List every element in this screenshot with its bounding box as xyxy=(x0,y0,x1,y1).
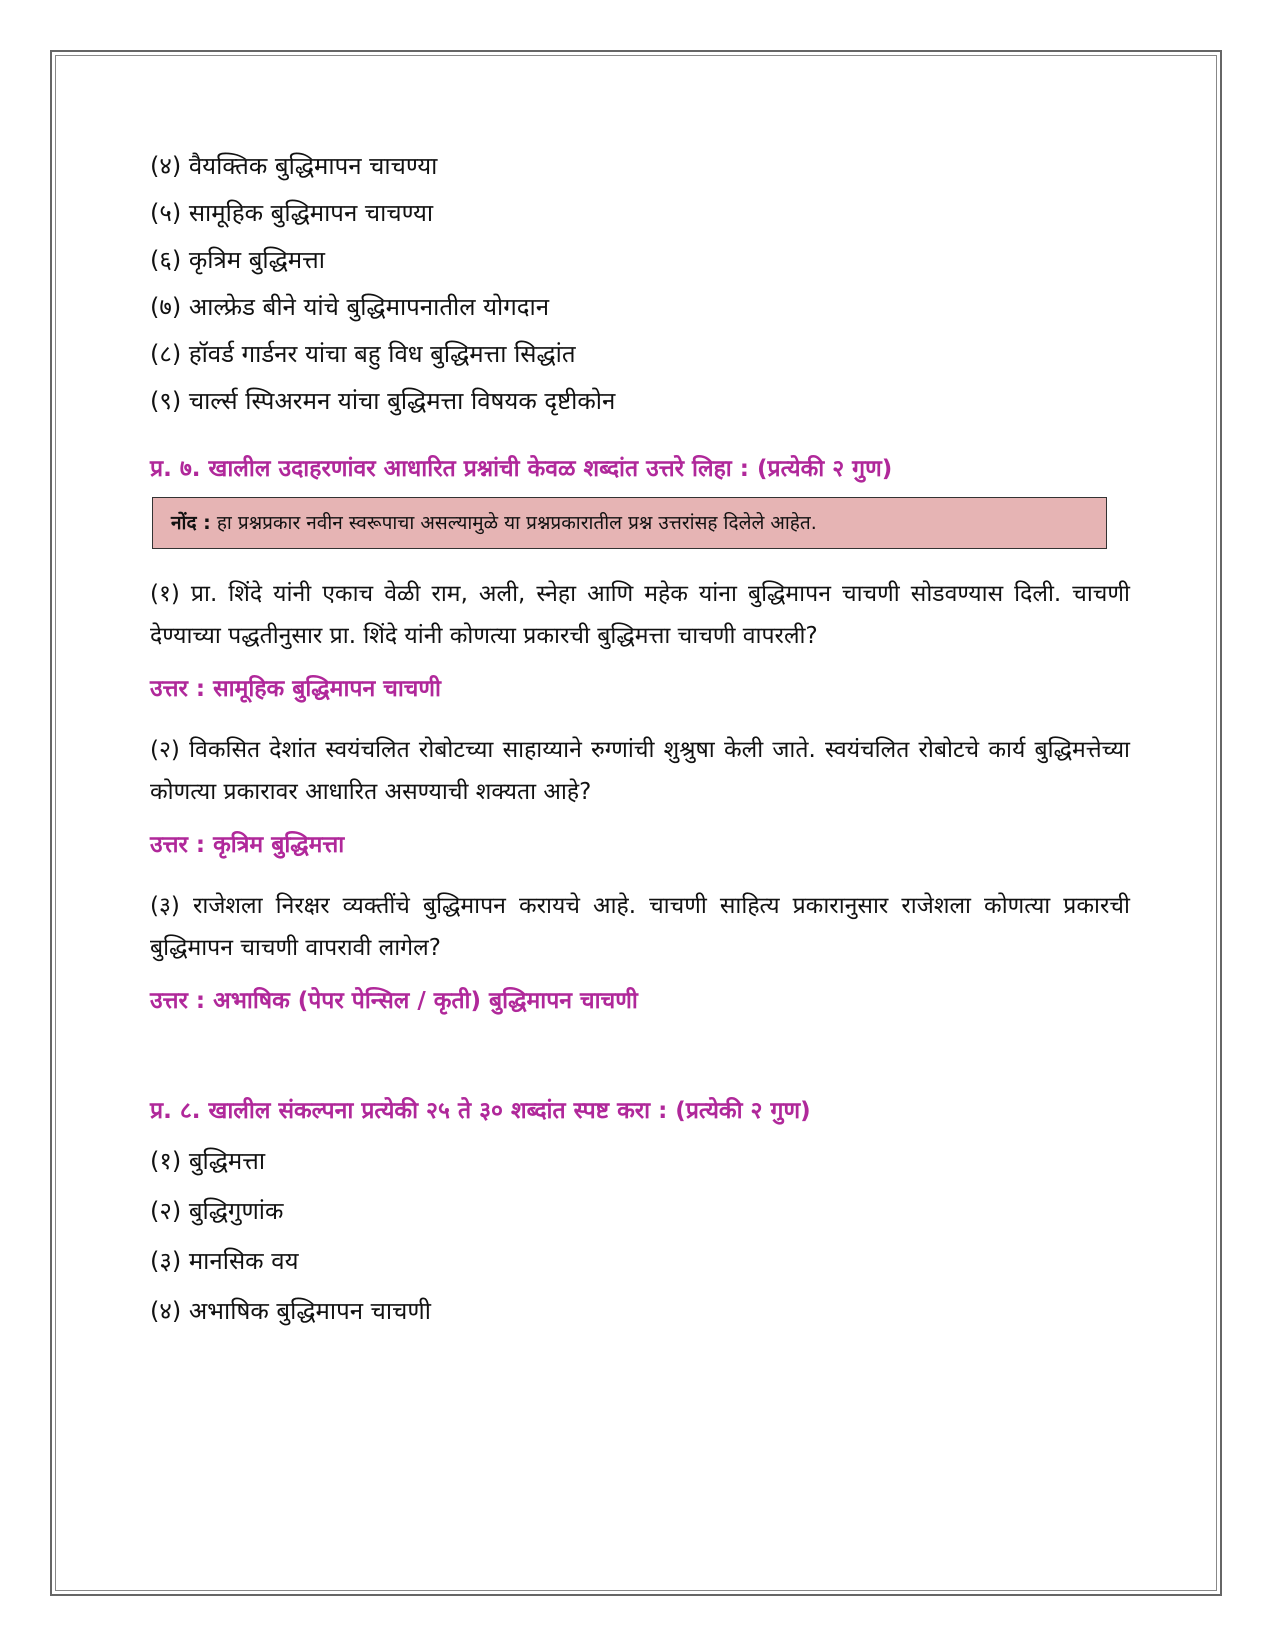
list-item: (८) हॉवर्ड गार्डनर यांचा बहु विध बुद्धिमत्ता सिद्धांत xyxy=(150,340,576,368)
q7-answer-3: उत्तर : अभाषिक (पेपर पेन्सिल / कृती) बुद्धिमापन चाचणी xyxy=(150,988,638,1014)
list-item: (१) बुद्धिमत्ता xyxy=(150,1147,266,1175)
q7-answer-1: उत्तर : सामूहिक बुद्धिमापन चाचणी xyxy=(150,676,441,702)
q7-question-3: (३) राजेशला निरक्षर व्यक्तींचे बुद्धिमापन करायचे आहे. चाचणी साहित्य प्रकारानुसार राजेशला कोणत्या प्रकारची बुद्धिमापन चाचणी वापरावी लागेल? xyxy=(150,893,1130,961)
page-content xyxy=(150,150,1130,1345)
list-item: (२) बुद्धिगुणांक xyxy=(150,1197,284,1225)
list-item: (६) कृत्रिम बुद्धिमत्ता xyxy=(150,246,325,274)
note-label: नोंद : xyxy=(171,512,211,534)
list-item: (९) चार्ल्स स्पिअरमन यांचा बुद्धिमत्ता विषयक दृष्टीकोन xyxy=(150,387,616,415)
q8-concept-list xyxy=(150,1145,1130,1327)
q7-heading: प्र. ७. खालील उदाहरणांवर आधारित प्रश्नांची केवळ शब्दांत उत्तरे लिहा : (प्रत्येकी २ गुण) xyxy=(150,456,893,482)
q7-answer-2: उत्तर : कृत्रिम बुद्धिमत्ता xyxy=(150,832,345,858)
note-box xyxy=(152,497,1107,549)
list-item: (७) आल्फ्रेड बीने यांचे बुद्धिमापनातील योगदान xyxy=(150,293,550,321)
list-item: (५) सामूहिक बुद्धिमापन चाचण्या xyxy=(150,199,434,227)
list-item: (४) अभाषिक बुद्धिमापन चाचणी xyxy=(150,1297,431,1325)
list-item: (३) मानसिक वय xyxy=(150,1247,299,1275)
list-item: (४) वैयक्तिक बुद्धिमापन चाचण्या xyxy=(150,152,438,180)
q7-question-2: (२) विकसित देशांत स्वयंचलित रोबोटच्या साहाय्याने रुग्णांची शुश्रुषा केली जाते. स्वयंचलित रोबोटचे कार्य बुद्धिमत्तेच्या कोणत्या प्रकारावर आधारित असण्याची शक्यता आहे? xyxy=(150,737,1130,805)
concept-list-top xyxy=(150,150,1130,417)
q8-heading: प्र. ८. खालील संकल्पना प्रत्येकी २५ ते ३० शब्दांत स्पष्ट करा : (प्रत्येकी २ गुण) xyxy=(150,1098,811,1124)
note-text: हा प्रश्नप्रकार नवीन स्वरूपाचा असल्यामुळे या प्रश्नप्रकारातील प्रश्न उत्तरांसह दिलेले आहेत. xyxy=(216,512,817,534)
q7-question-1: (१) प्रा. शिंदे यांनी एकाच वेळी राम, अली, स्नेहा आणि महेक यांना बुद्धिमापन चाचणी सोडवण्यास दिली. चाचणी देण्याच्या पद्धतीनुसार प्रा. शिंदे यांनी कोणत्या प्रकारची बुद्धिमत्ता चाचणी वापरली? xyxy=(150,581,1130,649)
